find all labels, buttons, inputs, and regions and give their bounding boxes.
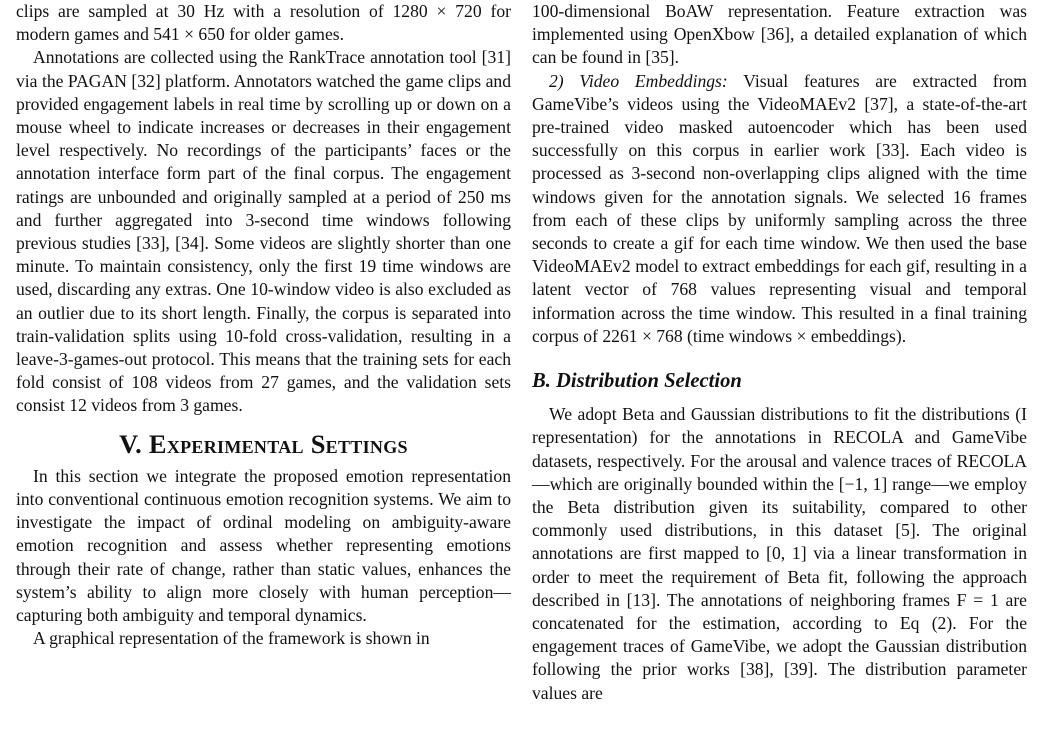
- right-column: [532, 0, 1027, 705]
- paragraph-section-intro: In this section we integrate the proposed emotion representation into conventional continuous emotion recognition systems. We aim to investigate the impact of ordinal modeling on ambiguity-aware emotion recognition and assess whether representing emotions through their rate of change, rather than static values, enhances the system’s ability to align more closely with human perception—capturing both ambiguity and temporal dynamics.: [16, 465, 511, 626]
- video-embeddings-text: Visual features are extracted from GameVibe’s videos using the VideoMAEv2 [37], a state-of-the-art pre-trained video masked autoencoder which has been used successfully on this corpus in earlier work [33]. Each video is processed as 3-second non-overlapping clips aligned with the time windows given for the annotation signals. We selected 16 frames from each of these clips by uniformly sampling across the three seconds to create a gif for each time window. We then used the base VideoMAEv2 model to extract embeddings for each gif, resulting in a latent vector of 768 values representing visual and temporal information across the time window. This resulted in a final training corpus of 2261 × 768 (time windows × embeddings).: [532, 70, 1027, 346]
- paragraph-boaw: 100-dimensional BoAW representation. Feature extraction was implemented using OpenXbow [36], a detailed explanation of which can be found in [35].: [532, 1, 1027, 68]
- section-heading-experimental-settings: V. Experimental Settings: [119, 428, 408, 459]
- paragraph-distribution-selection: We adopt Beta and Gaussian distributions to fit the distributions (I representation) for the annotations in RECOLA and GameVibe datasets, respectively. For the arousal and valence traces of RECOLA—which are originally bounded within the [−1, 1] range—we employ the Beta distribution given its suitability, compared to other commonly used distributions, in this dataset [5]. The original annotations are first mapped to [0, 1] via a linear transformation in order to meet the requirement of Beta fit, following the approach described in [13]. The annotations of neighboring frames F = 1 are concatenated for the estimation, according to Eq (2). For the engagement traces of GameVibe, we adopt the Gaussian distribution following the prior works [38], [39]. The distribution parameter values are: [532, 404, 1027, 703]
- paragraph-annotations: Annotations are collected using the RankTrace annotation tool [31] via the PAGAN [32] platform. Annotators watched the game clips and provided engagement labels in real time by scrolling up or down on a mouse wheel to indicate increases or decreases in their engagement level respectively. No recordings of the participants’ faces or the annotation interface form part of the final corpus. The engagement ratings are unbounded and originally sampled at a period of 250 ms and further aggregated into 3-second time windows following previous studies [33], [34]. Some videos are slightly shorter than one minute. To maintain consistency, only the first 19 time windows are used, discarding any extras. One 10-window video is also excluded as an outlier due to its short length. Finally, the corpus is separated into train-validation splits using 10-fold cross-validation, resulting in a leave-3-games-out protocol. This means that the training sets for each fold consist of 108 videos from 27 games, and the validation sets consist 12 videos from 3 games.: [16, 47, 511, 416]
- left-column: [16, 0, 511, 650]
- paragraph-sampling: clips are sampled at 30 Hz with a resolution of 1280 × 720 for modern games and 541 × 650 for older games.: [16, 1, 511, 45]
- subsection-heading-distribution-selection: B. Distribution Selection: [532, 370, 742, 393]
- subsubsection-label-video-embeddings: 2) Video Embeddings:: [549, 70, 728, 91]
- paragraph-video-embeddings: [532, 70, 1027, 348]
- paragraph-framework: A graphical representation of the framework is shown in: [33, 628, 430, 649]
